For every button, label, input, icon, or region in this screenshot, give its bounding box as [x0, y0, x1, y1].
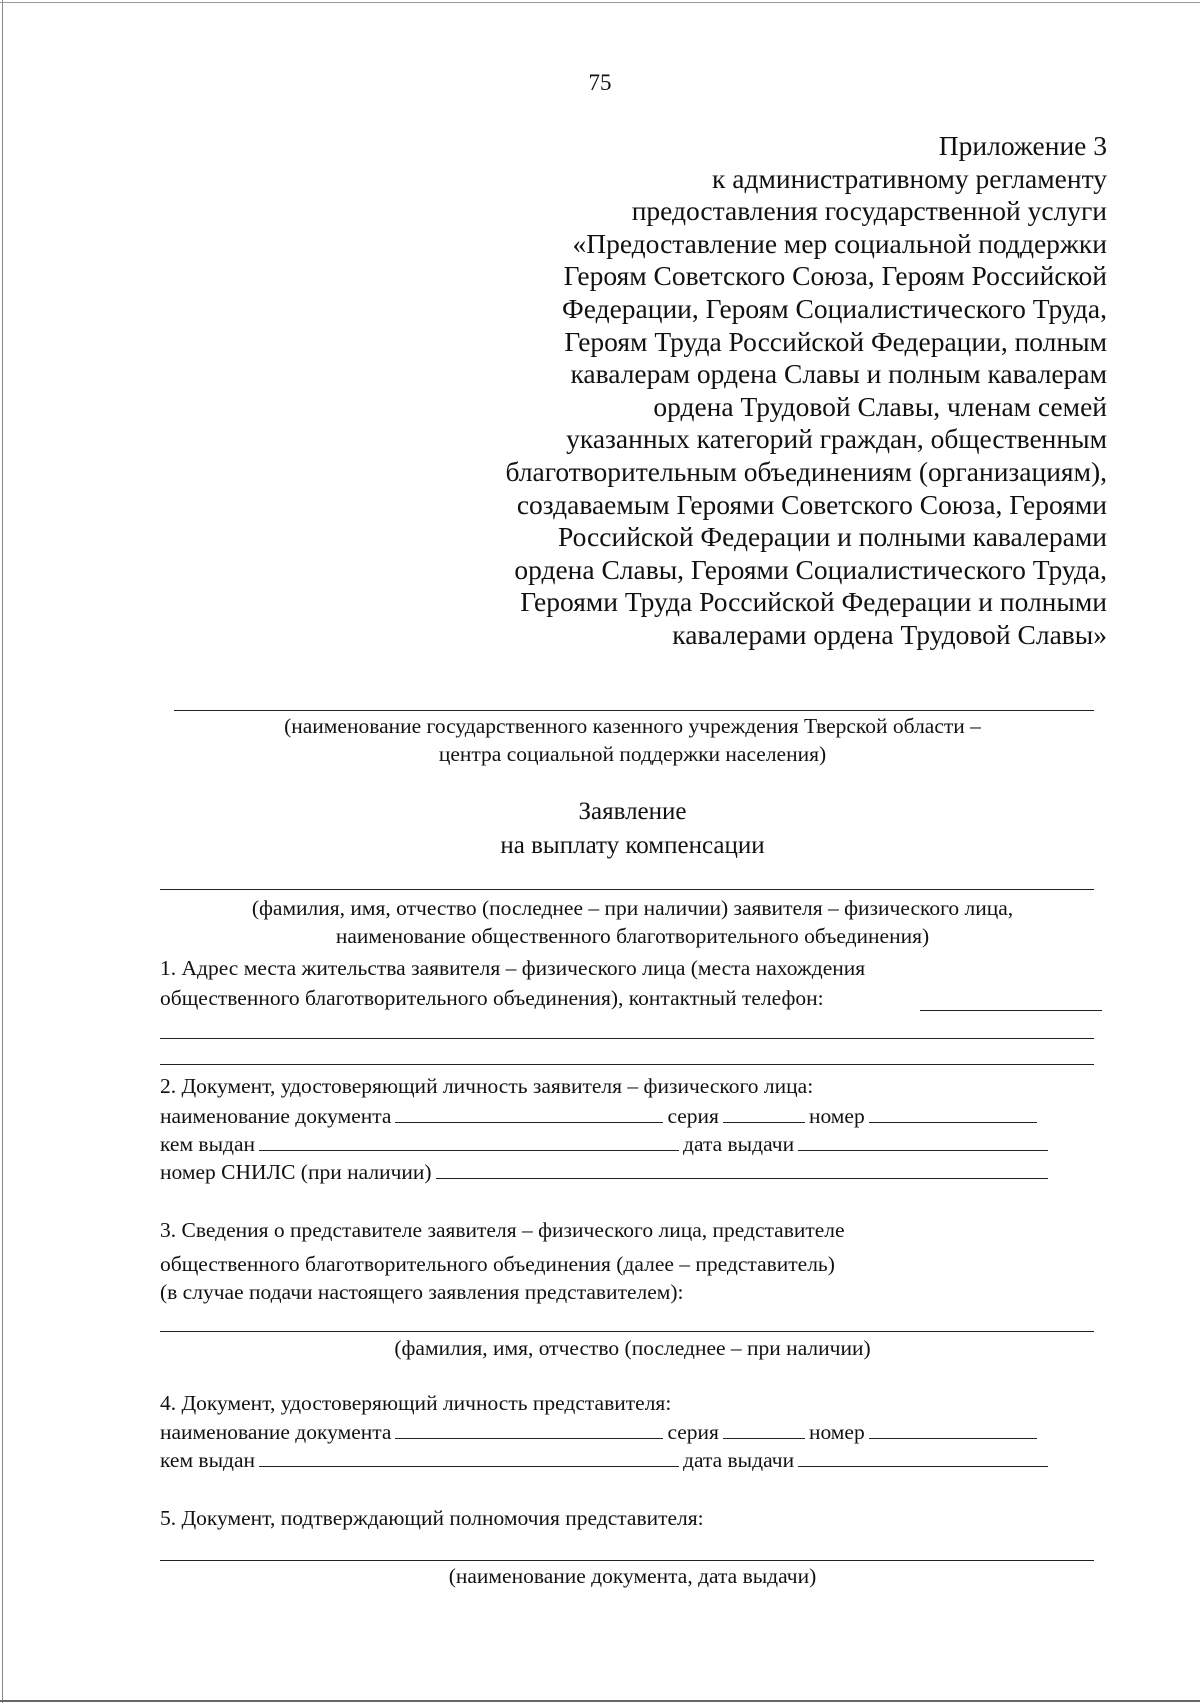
appendix-line: Героями Труда Российской Федерации и полными	[520, 586, 1107, 618]
section4-doc-row	[160, 1416, 1041, 1446]
appendix-line: Российской Федерации и полными кавалерами	[558, 521, 1107, 553]
section1-line1: 1. Адрес места жительства заявителя – физического лица (места нахождения	[160, 956, 866, 980]
appendix-line: указанных категорий граждан, общественным	[566, 423, 1107, 455]
number-label: номер	[808, 1104, 865, 1128]
appendix-header	[506, 130, 1107, 652]
appendix-line: ордена Славы, Героями Социалистического Труда,	[514, 553, 1107, 585]
applicant-name-field[interactable]	[160, 889, 1094, 890]
rep-issued-by-label: кем выдан	[160, 1448, 256, 1472]
document-title: Заявление	[578, 798, 687, 825]
scan-edge-top	[0, 2, 1200, 3]
rep-issue-date-field[interactable]	[798, 1444, 1048, 1467]
section5-heading: 5. Документ, подтверждающий полномочия представителя:	[160, 1506, 704, 1530]
rep-series-field[interactable]	[723, 1416, 805, 1439]
rep-doc-name-label: наименование документа	[160, 1420, 392, 1444]
section2-snils-row	[160, 1156, 1052, 1186]
representative-caption: (фамилия, имя, отчество (последнее – при наличии)	[394, 1336, 871, 1360]
rep-issue-date-label: дата выдачи	[683, 1448, 795, 1472]
appendix-line: Героям Труда Российской Федерации, полным	[564, 325, 1107, 357]
address-field-line2[interactable]	[160, 1064, 1094, 1065]
section2-heading: 2. Документ, удостоверяющий личность заявителя – физического лица:	[160, 1074, 814, 1098]
page-number: 75	[588, 70, 612, 95]
issue-date-field[interactable]	[798, 1128, 1048, 1151]
appendix-line: Приложение 3	[938, 130, 1107, 161]
number-field[interactable]	[869, 1100, 1037, 1123]
rep-doc-name-field[interactable]	[395, 1416, 663, 1439]
snils-field[interactable]	[436, 1156, 1048, 1179]
appendix-line: предоставления государственной услуги	[631, 195, 1107, 227]
appendix-line: создаваемым Героями Советского Союза, Героями	[516, 488, 1107, 520]
authority-document-field[interactable]	[160, 1560, 1094, 1561]
section2-doc-row	[160, 1100, 1041, 1130]
authority-document-caption: (наименование документа, дата выдачи)	[448, 1564, 817, 1588]
issued-by-field[interactable]	[259, 1128, 679, 1151]
institution-name-field[interactable]	[174, 710, 1094, 711]
section4-heading: 4. Документ, удостоверяющий личность представителя:	[160, 1391, 672, 1415]
institution-caption-line2: центра социальной поддержки населения)	[438, 742, 827, 766]
rep-issued-by-field[interactable]	[259, 1444, 679, 1467]
appendix-line: Федерации, Героям Социалистического Труда,	[562, 292, 1107, 324]
institution-caption-line1: (наименование государственного казенного учреждения Тверской области –	[284, 714, 981, 738]
applicant-caption-line1: (фамилия, имя, отчество (последнее – при наличии) заявителя – физического лица,	[251, 896, 1014, 920]
doc-name-field[interactable]	[395, 1100, 663, 1123]
section3-line2: общественного благотворительного объединения (далее – представитель)	[160, 1252, 835, 1276]
issued-by-label: кем выдан	[160, 1132, 256, 1156]
doc-name-label: наименование документа	[160, 1104, 392, 1128]
appendix-line: Героям Советского Союза, Героям Российской	[563, 260, 1107, 292]
rep-series-label: серия	[667, 1420, 719, 1444]
issue-date-label: дата выдачи	[683, 1132, 795, 1156]
section2-issued-row	[160, 1128, 1052, 1158]
applicant-caption-line2: наименование общественного благотворительного объединения)	[335, 924, 930, 948]
phone-field[interactable]	[920, 1010, 1102, 1011]
series-label: серия	[667, 1104, 719, 1128]
appendix-line: благотворительным объединениям (организациям),	[505, 455, 1107, 487]
document-subtitle: на выплату компенсации	[500, 832, 765, 859]
series-field[interactable]	[723, 1100, 805, 1123]
scan-edge-bottom	[0, 1700, 1200, 1702]
representative-name-field[interactable]	[160, 1331, 1094, 1332]
address-field-line1[interactable]	[160, 1038, 1094, 1039]
appendix-line: «Предоставление мер социальной поддержки	[572, 227, 1107, 259]
section1-line2: общественного благотворительного объединения), контактный телефон:	[160, 986, 824, 1010]
snils-label: номер СНИЛС (при наличии)	[160, 1160, 432, 1184]
section3-line1: 3. Сведения о представителе заявителя – физического лица, представителе	[160, 1218, 845, 1242]
rep-number-field[interactable]	[869, 1416, 1037, 1439]
appendix-line: ордена Трудовой Славы, членам семей	[653, 390, 1107, 422]
appendix-line: к административному регламенту	[712, 162, 1107, 194]
section3-line3: (в случае подачи настоящего заявления представителем):	[160, 1280, 684, 1304]
section4-issued-row	[160, 1444, 1052, 1474]
appendix-line: кавалерами ордена Трудовой Славы»	[672, 618, 1107, 650]
rep-number-label: номер	[808, 1420, 865, 1444]
appendix-line: кавалерам ордена Славы и полным кавалерам	[570, 358, 1107, 390]
